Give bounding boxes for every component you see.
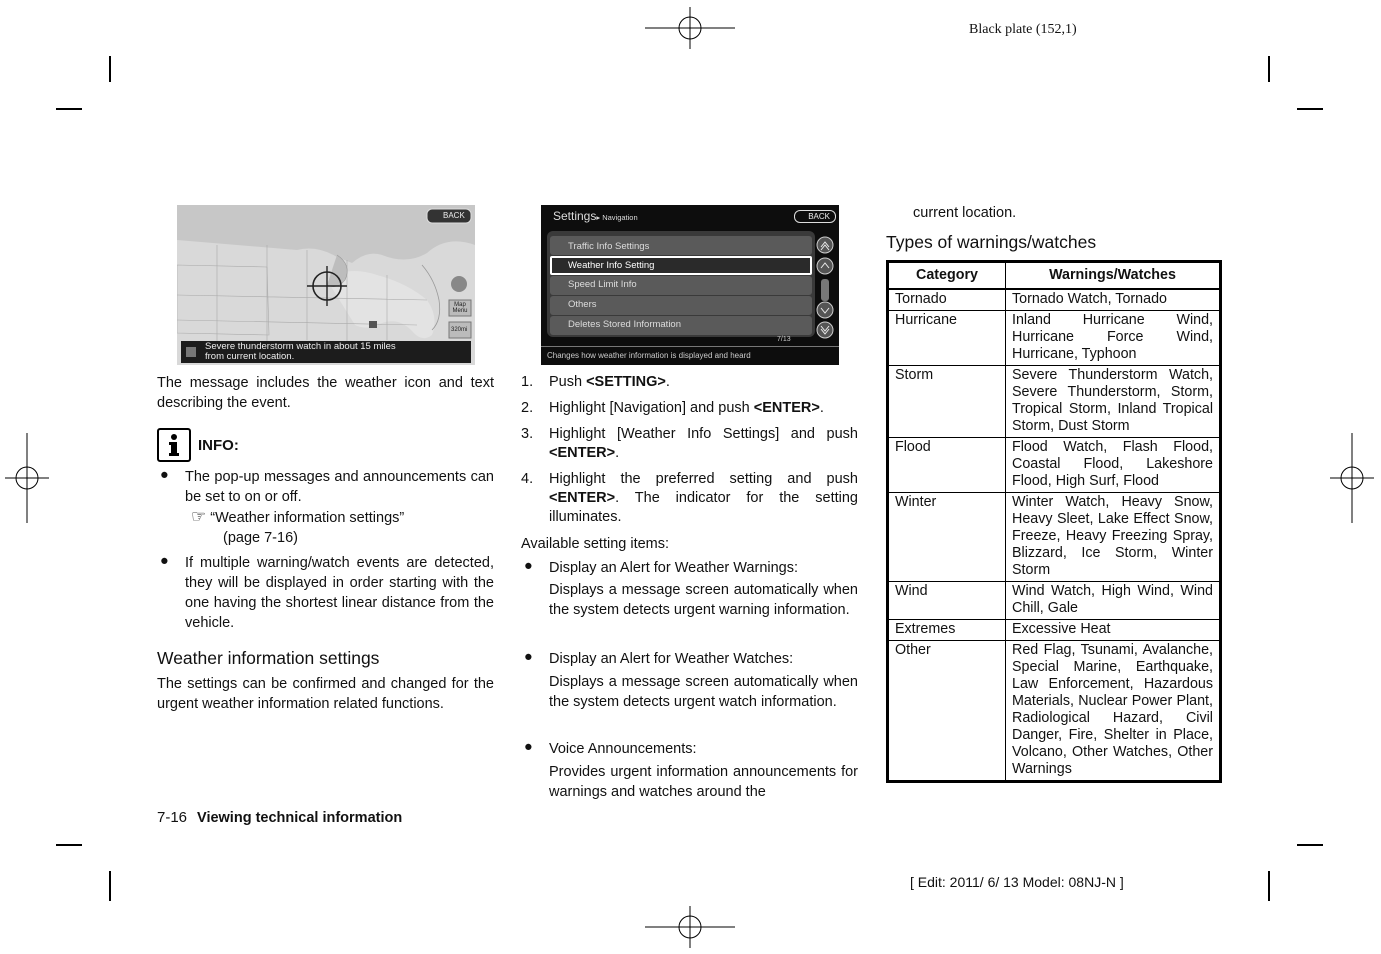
map-screenshot [177, 205, 475, 365]
crop-mark [56, 108, 82, 110]
settings-item-label: Deletes Stored Information [568, 319, 682, 330]
available-items-label: Available setting items: [521, 536, 670, 552]
setting-item-desc: Displays a message screen automatically when the system detects urgent watch information. [549, 674, 858, 710]
weather-settings-intro: The settings can be confirmed and changed for the urgent weather information related functions. [157, 676, 494, 712]
setting-item-1 [521, 558, 858, 620]
crop-mark [109, 871, 111, 901]
settings-status-bar: Changes how weather information is displayed and heard [541, 346, 839, 365]
table-header-warnings: Warnings/Watches [1006, 262, 1221, 290]
table-cell-warnings: Red Flag, Tsunami, Avalanche, Special Marine, Earthquake, Law Enforcement, Hazardous Materials, Nuclear Power Plant, Radiological Hazard, Civil Danger, Fire, Shelter in Place, Volcano, Other Watches, Other Warnings [1006, 641, 1221, 782]
info-label: INFO: [198, 436, 239, 454]
table-cell-category: Hurricane [888, 311, 1006, 366]
crop-mark [56, 844, 82, 846]
info-bullet-1 [157, 467, 494, 548]
step-text: . [615, 445, 620, 461]
continued-text: current location. [913, 205, 1017, 221]
settings-item-label: Traffic Info Settings [568, 241, 650, 252]
crop-mark [1268, 56, 1270, 82]
registration-mark-right [1330, 433, 1374, 523]
step-text: . The indicator for the setting illuminates. [549, 490, 858, 525]
warnings-table [886, 260, 1222, 783]
step-4 [521, 470, 858, 527]
step-1 [521, 373, 858, 392]
bullet-dot: ● [524, 739, 533, 755]
crop-mark [109, 56, 111, 82]
table-cell-warnings: Wind Watch, High Wind, Wind Chill, Gale [1006, 582, 1221, 620]
table-cell-warnings: Excessive Heat [1006, 620, 1221, 641]
table-row [888, 620, 1221, 641]
settings-item[interactable] [550, 276, 812, 295]
settings-item[interactable] [550, 316, 812, 335]
step-key: <ENTER> [753, 400, 820, 416]
table-cell-warnings: Flood Watch, Flash Flood, Coastal Flood, Lakeshore Flood, High Surf, Flood [1006, 438, 1221, 493]
table-cell-category: Wind [888, 582, 1006, 620]
settings-page-counter: 7/13 [777, 336, 791, 343]
registration-mark-bottom [645, 906, 735, 948]
table-row [888, 311, 1221, 366]
cross-reference-page[interactable]: (page 7-16) [223, 530, 298, 546]
step-text: Highlight [Weather Info Settings] and push [549, 426, 858, 442]
registration-mark-top [645, 7, 735, 49]
table-cell-category: Storm [888, 366, 1006, 438]
setting-item-title: Display an Alert for Weather Warnings: [549, 560, 799, 576]
info-bullet-2-text: If multiple warning/watch events are detected, they will be displayed in order starting with the one having the shortest linear distance from the vehicle. [185, 555, 494, 631]
settings-item-label: Others [568, 299, 597, 310]
bullet-dot: ● [160, 553, 169, 569]
step-number: 2. [521, 400, 534, 416]
table-row [888, 493, 1221, 582]
step-text: . [819, 400, 824, 416]
cross-reference[interactable] [185, 507, 494, 548]
registration-mark-left [5, 433, 49, 523]
table-cell-warnings: Severe Thunderstorm Watch, Severe Thunderstorm, Storm, Tropical Storm, Inland Tropical Storm, Dust Storm [1006, 366, 1221, 438]
setting-item-title: Voice Announcements: [549, 741, 697, 757]
crop-mark [1297, 108, 1323, 110]
page-number: 7-16 [157, 809, 188, 826]
table-cell-category: Flood [888, 438, 1006, 493]
page-footer [157, 809, 402, 826]
table-cell-category: Other [888, 641, 1006, 782]
settings-item[interactable] [550, 236, 812, 255]
step-text: Highlight [Navigation] and push [549, 400, 754, 416]
section-title: Viewing technical information [197, 810, 403, 826]
table-header-row [888, 262, 1221, 290]
step-text: Highlight the preferred setting and push [549, 471, 858, 487]
cross-reference-text[interactable]: “Weather information settings” [210, 510, 405, 526]
edit-info: [ Edit: 2011/ 6/ 13 Model: 08NJ-N ] [910, 874, 1124, 890]
map-caption: The message includes the weather icon and text describing the event. [157, 375, 494, 411]
table-cell-warnings: Tornado Watch, Tornado [1006, 289, 1221, 311]
step-number: 1. [521, 374, 534, 390]
bullet-dot: ● [524, 558, 533, 574]
settings-item-label: Weather Info Setting [568, 260, 655, 271]
map-scale: 320mi [451, 327, 468, 333]
table-row [888, 641, 1221, 782]
settings-header [553, 208, 638, 224]
setting-item-desc: Displays a message screen automatically when the system detects urgent warning information. [549, 582, 858, 618]
bullet-dot: ● [160, 467, 169, 483]
map-message [205, 342, 396, 362]
step-text: . [665, 374, 670, 390]
info-bullet-1-text: The pop-up messages and announcements can be set to on or off. [185, 469, 494, 505]
table-cell-category: Extremes [888, 620, 1006, 641]
table-cell-warnings: Winter Watch, Heavy Snow, Heavy Sleet, Lake Effect Snow, Freeze, Heavy Freezing Spray, Blizzard, Ice Storm, Winter Storm [1006, 493, 1221, 582]
setting-item-desc: Provides urgent information announcements for warnings and watches around the [549, 764, 858, 800]
setting-item-2 [521, 649, 858, 712]
crop-mark [1297, 844, 1323, 846]
setting-item-title: Display an Alert for Weather Watches: [549, 651, 794, 667]
plate-label: Black plate (152,1) [969, 22, 1077, 37]
settings-breadcrumb: ▸ Navigation [596, 213, 638, 222]
settings-item-label: Speed Limit Info [568, 279, 637, 290]
table-cell-warnings: Inland Hurricane Wind, Hurricane Force Wind, Hurricane, Typhoon [1006, 311, 1221, 366]
step-number: 4. [521, 471, 534, 487]
table-row [888, 582, 1221, 620]
pointing-hand-icon: ☞ [191, 507, 207, 526]
settings-scrollbar[interactable] [815, 235, 835, 339]
step-2 [521, 399, 858, 418]
settings-screenshot [541, 205, 839, 365]
settings-item-selected[interactable] [550, 256, 812, 275]
table-header-category: Category [888, 262, 1006, 290]
table-cell-category: Winter [888, 493, 1006, 582]
warnings-heading: Types of warnings/watches [886, 232, 1097, 252]
setting-item-3 [521, 739, 858, 802]
table-cell-category: Tornado [888, 289, 1006, 311]
weather-settings-heading: Weather information settings [157, 648, 380, 668]
settings-back-button[interactable]: BACK [794, 210, 836, 223]
settings-item[interactable] [550, 296, 812, 315]
info-icon [157, 428, 191, 462]
step-text: Push [549, 374, 587, 390]
step-key: <SETTING> [586, 374, 666, 390]
crop-mark [1268, 871, 1270, 901]
steps-list [521, 373, 858, 527]
step-3 [521, 425, 858, 463]
map-message-line1: Severe thunderstorm watch in about 15 miles [205, 341, 396, 352]
table-row [888, 366, 1221, 438]
step-number: 3. [521, 426, 534, 442]
step-key: <ENTER> [549, 445, 616, 461]
map-message-line2: from current location. [205, 351, 295, 362]
info-heading [157, 428, 239, 462]
table-row [888, 438, 1221, 493]
settings-list [547, 231, 815, 337]
settings-title: Settings [553, 209, 597, 223]
info-bullet-2 [157, 553, 494, 633]
map-back-button[interactable]: BACK [443, 211, 465, 220]
step-key: <ENTER> [549, 490, 616, 506]
table-row [888, 289, 1221, 311]
bullet-dot: ● [524, 649, 533, 665]
map-menu-button[interactable]: Map Menu [452, 302, 468, 314]
